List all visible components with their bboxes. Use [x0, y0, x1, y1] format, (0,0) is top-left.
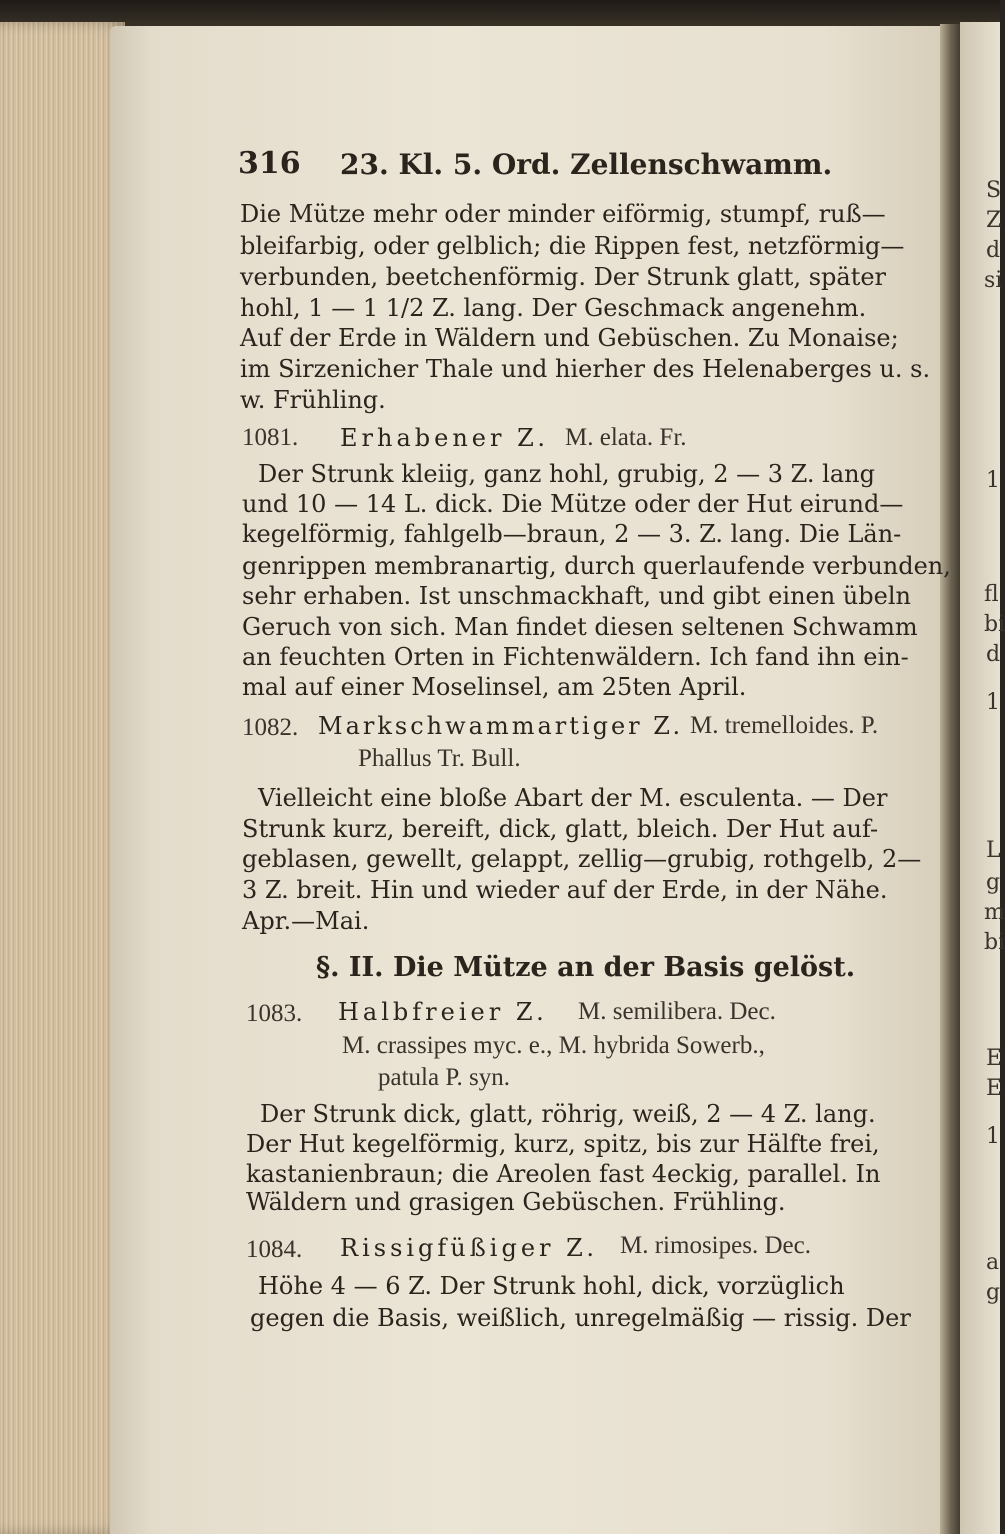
running-head: 23. Kl. 5. Ord. Zellenschwamm.	[340, 148, 833, 181]
text-line: Der Strunk kleiig, ganz hohl, grubig, 2 — 3 Z. lang	[258, 460, 875, 488]
text-line: Der Strunk dick, glatt, röhrig, weiß, 2 — 4 Z. lang.	[260, 1100, 876, 1128]
text-line: verbunden, beetchenförmig. Der Strunk glatt, später	[240, 263, 887, 291]
next-page-fragment: S	[986, 178, 1002, 203]
next-page-fragment: bi	[984, 930, 1005, 955]
text-line: Apr.—Mai.	[242, 907, 370, 935]
entry-name: Halbfreier Z.	[338, 998, 548, 1026]
page-block-edge	[0, 22, 125, 1534]
entry-latin: M. semilibera. Dec.	[578, 998, 776, 1025]
next-page-fragment: L	[986, 838, 1001, 863]
text-line: Strunk kurz, bereift, dick, glatt, bleich. Der Hut auf-	[242, 815, 879, 843]
next-page-fragment: d	[986, 238, 1001, 263]
entry-name: Erhabener Z.	[340, 424, 549, 452]
text-line: gegen die Basis, weißlich, unregelmäßig — rissig. Der	[250, 1304, 911, 1332]
entry-synonym: Phallus Tr. Bull.	[358, 745, 521, 772]
entry-name: Rissigfüßiger Z.	[340, 1234, 599, 1262]
next-page-fragment: si	[984, 268, 1003, 293]
page-number: 316	[238, 146, 301, 181]
next-page-fragment: 1	[986, 1124, 1000, 1149]
text-line: und 10 — 14 L. dick. Die Mütze oder der Hut eirund—	[242, 490, 904, 518]
text-line: 3 Z. breit. Hin und wieder auf der Erde, in der Nähe.	[242, 876, 888, 904]
entry-latin: M. rimosipes. Dec.	[620, 1232, 811, 1259]
entry-latin: M. elata. Fr.	[565, 424, 687, 451]
text-line: hohl, 1 — 1 1/2 Z. lang. Der Geschmack angenehm.	[240, 294, 867, 322]
next-page-fragment: g	[986, 1280, 1001, 1305]
entry-name: Markschwammartiger Z.	[318, 712, 684, 740]
next-page-fragment: E	[986, 1046, 1003, 1071]
text-line: an feuchten Orten in Fichtenwäldern. Ich fand ihn ein-	[242, 643, 909, 671]
entry-number: 1082.	[242, 714, 299, 741]
text-line: Auf der Erde in Wäldern und Gebüschen. Zu Monaise;	[240, 324, 899, 352]
entry-number: 1081.	[242, 424, 299, 451]
text-line: Die Mütze mehr oder minder eiförmig, stumpf, ruß—	[240, 200, 886, 228]
next-page-fragment: a	[986, 1250, 1000, 1275]
entry-number: 1084.	[246, 1236, 303, 1263]
entry-synonym: patula P. syn.	[378, 1064, 510, 1091]
text-line: w. Frühling.	[240, 386, 386, 414]
text-line: bleifarbig, oder gelblich; die Rippen fest, netzförmig—	[240, 232, 905, 260]
next-page-fragment: fl	[984, 582, 999, 607]
next-page-fragment: 1	[986, 690, 1000, 715]
entry-latin: M. tremelloides. P.	[690, 712, 879, 739]
next-page-fragment: d	[986, 642, 1001, 667]
text-line: Höhe 4 — 6 Z. Der Strunk hohl, dick, vorzüglich	[258, 1272, 845, 1300]
next-page-fragment: m	[984, 900, 1005, 925]
book-gutter	[940, 24, 962, 1534]
text-line: kastanienbraun; die Areolen fast 4eckig, parallel. In	[246, 1160, 881, 1188]
text-line: kegelförmig, fahlgelb—braun, 2 — 3. Z. lang. Die Län-	[242, 520, 902, 548]
text-line: sehr erhaben. Ist unschmackhaft, und gibt einen übeln	[242, 582, 911, 610]
next-page-fragment: bi	[984, 612, 1005, 637]
entry-synonym: M. crassipes myc. e., M. hybrida Sowerb.,	[342, 1032, 765, 1059]
next-page-fragment: g	[986, 870, 1001, 895]
text-line: im Sirzenicher Thale und hierher des Helenaberges u. s.	[240, 355, 931, 383]
section-heading: §. II. Die Mütze an der Basis gelöst.	[316, 952, 856, 983]
text-line: Vielleicht eine bloße Abart der M. esculenta. — Der	[258, 784, 888, 812]
text-line: Wäldern und grasigen Gebüschen. Frühling.	[246, 1188, 786, 1216]
text-line: geblasen, gewellt, gelappt, zellig—grubig, rothgelb, 2—	[242, 845, 922, 873]
entry-number: 1083.	[246, 1000, 303, 1027]
text-line: Der Hut kegelförmig, kurz, spitz, bis zur Hälfte frei,	[246, 1130, 880, 1158]
text-line: Geruch von sich. Man findet diesen seltenen Schwamm	[242, 613, 918, 641]
next-page-fragment: 1	[986, 468, 1000, 493]
next-page-fragment: E	[986, 1076, 1003, 1101]
next-page-fragment: Z	[986, 208, 1002, 233]
text-line: mal auf einer Moselinsel, am 25ten April.	[242, 673, 747, 701]
text-line: genrippen membranartig, durch querlaufende verbunden,	[242, 552, 951, 580]
